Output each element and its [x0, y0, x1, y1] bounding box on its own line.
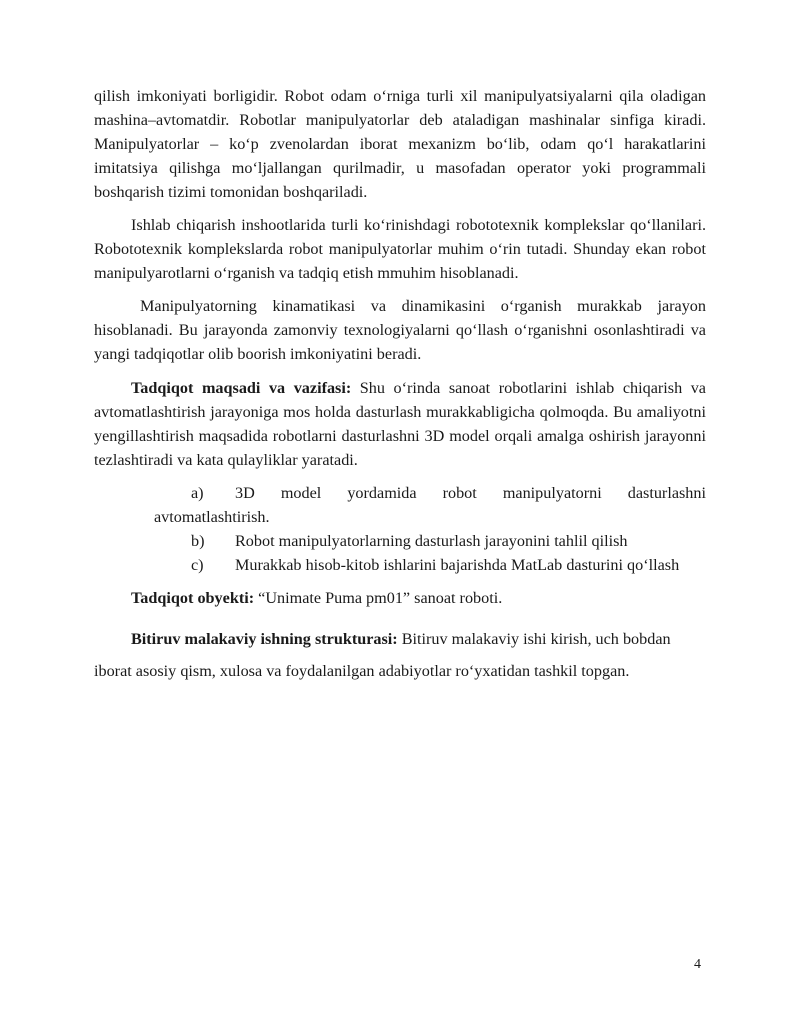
research-object-text: “Unimate Puma pm01” sanoat roboti. — [254, 589, 503, 607]
paragraph-intro-continued: qilish imkoniyati borligidir. Robot odam oʻrniga turli xil manipulyatsiyalarni qila oladigan mashina–avtomatdir. Robotlar manipulyatorlar deb ataladigan mashinalar sinfiga kiradi. Manipulyatorlar – koʻp zvenolardan iborat mexanizm boʻlib, odam qoʻl harakatlarini imitatsiya qilishga moʻljallangan qurilmadir, u masofadan operator yoki programmali boshqarish tizimi tomonidan boshqariladi. — [94, 87, 706, 201]
thesis-structure-label: Bitiruv malakaviy ishning strukturasi: — [131, 630, 398, 648]
paragraph-kinematics: Manipulyatorning kinamatikasi va dinamikasini oʻrganish murakkab jarayon hisoblanadi. Bu jarayonda zamonviy texnologiyalarni qoʻllash oʻrganishni osonlashtiradi va yangi tadqiqotlar olib boorish imkoniyatini beradi. — [94, 297, 706, 363]
paragraph-research-goal — [94, 376, 706, 472]
tasks-list — [94, 481, 706, 577]
paragraph-research-object — [94, 586, 706, 610]
page-number: 4 — [694, 957, 701, 972]
list-item — [154, 481, 706, 529]
list-item-text: Murakkab hisob-kitob ishlarini bajarishda MatLab dasturini qoʻllash — [235, 556, 680, 574]
list-item-text: 3D model yordamida robot manipulyatorni dasturlashni avtomatlashtirish. — [154, 484, 706, 526]
paragraph-robototechnic-complexes: Ishlab chiqarish inshootlarida turli koʻrinishdagi robototexnik komplekslar qoʻllanilari. Robototexnik komplekslarda robot manipulyatorlar muhim oʻrin tutadi. Shunday ekan robot manipulyarotlarni oʻrganish va tadqiq etish mmuhim hisoblanadi. — [94, 216, 706, 282]
list-item — [154, 553, 706, 577]
research-goal-label: Tadqiqot maqsadi va vazifasi: — [131, 379, 352, 397]
paragraph-thesis-structure — [94, 624, 706, 687]
list-item-text: Robot manipulyatorlarning dasturlash jarayonini tahlil qilish — [235, 532, 628, 550]
list-marker: b) — [191, 532, 205, 550]
list-item — [154, 529, 706, 553]
thesis-structure-text: Bitiruv malakaviy ishi kirish, uch bobdan iborat asosiy qism, xulosa va foydalanilgan adabiyotlar roʻyxatidan tashkil topgan. — [94, 630, 671, 680]
research-goal-text: Shu oʻrinda sanoat robotlarini ishlab chiqarish va avtomatlashtirish jarayoniga mos holda dasturlash murakkabligicha qolmoqda. Bu amaliyotni yengillashtirish maqsadida robotlarni dasturlashni 3D model orqali amalga oshirish jarayonni tezlashtiradi va kata qulayliklar yaratadi. — [94, 379, 706, 469]
page-content — [94, 84, 706, 687]
research-object-label: Tadqiqot obyekti: — [131, 589, 255, 607]
list-marker: c) — [191, 556, 204, 574]
list-marker: a) — [191, 484, 204, 502]
